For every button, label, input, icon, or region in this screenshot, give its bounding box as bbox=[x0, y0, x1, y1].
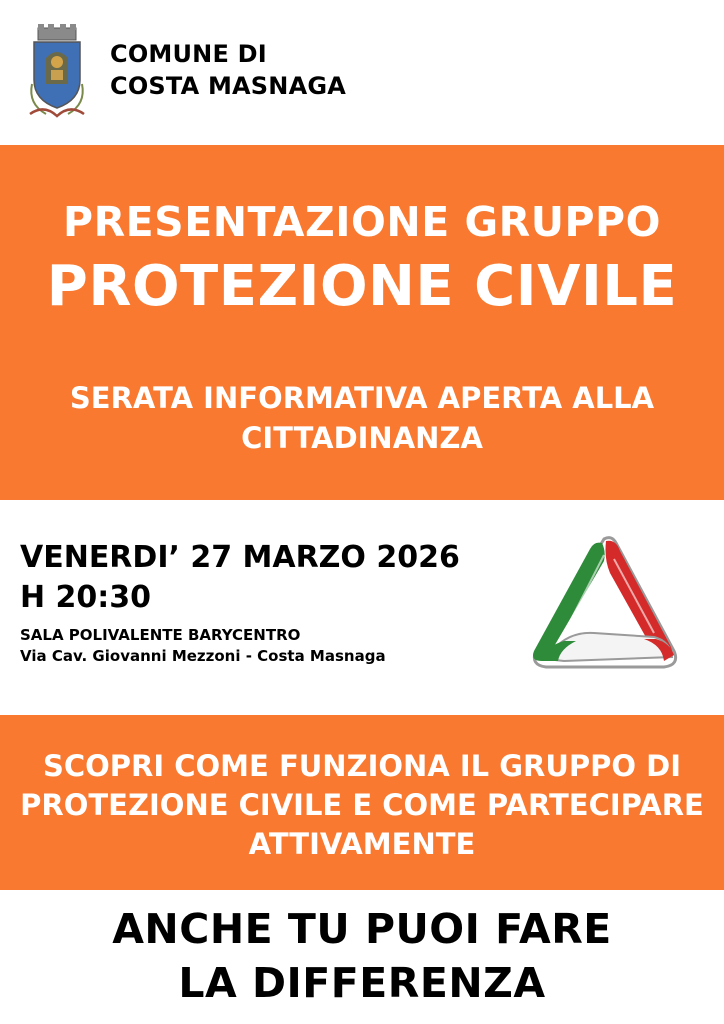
civil-protection-triangle-logo-icon bbox=[524, 533, 684, 675]
hero-title-line-1: PRESENTAZIONE GRUPPO bbox=[63, 198, 661, 246]
municipality-line-1: COMUNE DI bbox=[110, 40, 267, 68]
slogan bbox=[0, 902, 724, 1010]
municipality-name bbox=[110, 38, 346, 102]
municipality-line-2: COSTA MASNAGA bbox=[110, 72, 347, 100]
event-venue: SALA POLIVALENTE BARYCENTRO bbox=[20, 626, 301, 644]
event-address: Via Cav. Giovanni Mezzoni - Costa Masnaga bbox=[20, 647, 386, 665]
slogan-line-1: ANCHE TU PUOI FARE bbox=[112, 905, 612, 953]
hero-subtitle: SERATA INFORMATIVA APERTA ALLA CITTADINANZA bbox=[69, 381, 655, 455]
call-to-action-text: SCOPRI COME FUNZIONA IL GRUPPO DI PROTEZIONE CIVILE E COME PARTECIPARE ATTIVAMENTE bbox=[20, 749, 704, 861]
event-time: H 20:30 bbox=[20, 580, 152, 615]
header bbox=[0, 0, 724, 145]
municipal-coat-of-arms-icon bbox=[24, 24, 90, 122]
hero-title-line-2: PROTEZIONE CIVILE bbox=[46, 254, 678, 319]
event-date: VENERDI’ 27 MARZO 2026 bbox=[20, 540, 460, 575]
slogan-line-2: LA DIFFERENZA bbox=[178, 959, 546, 1007]
